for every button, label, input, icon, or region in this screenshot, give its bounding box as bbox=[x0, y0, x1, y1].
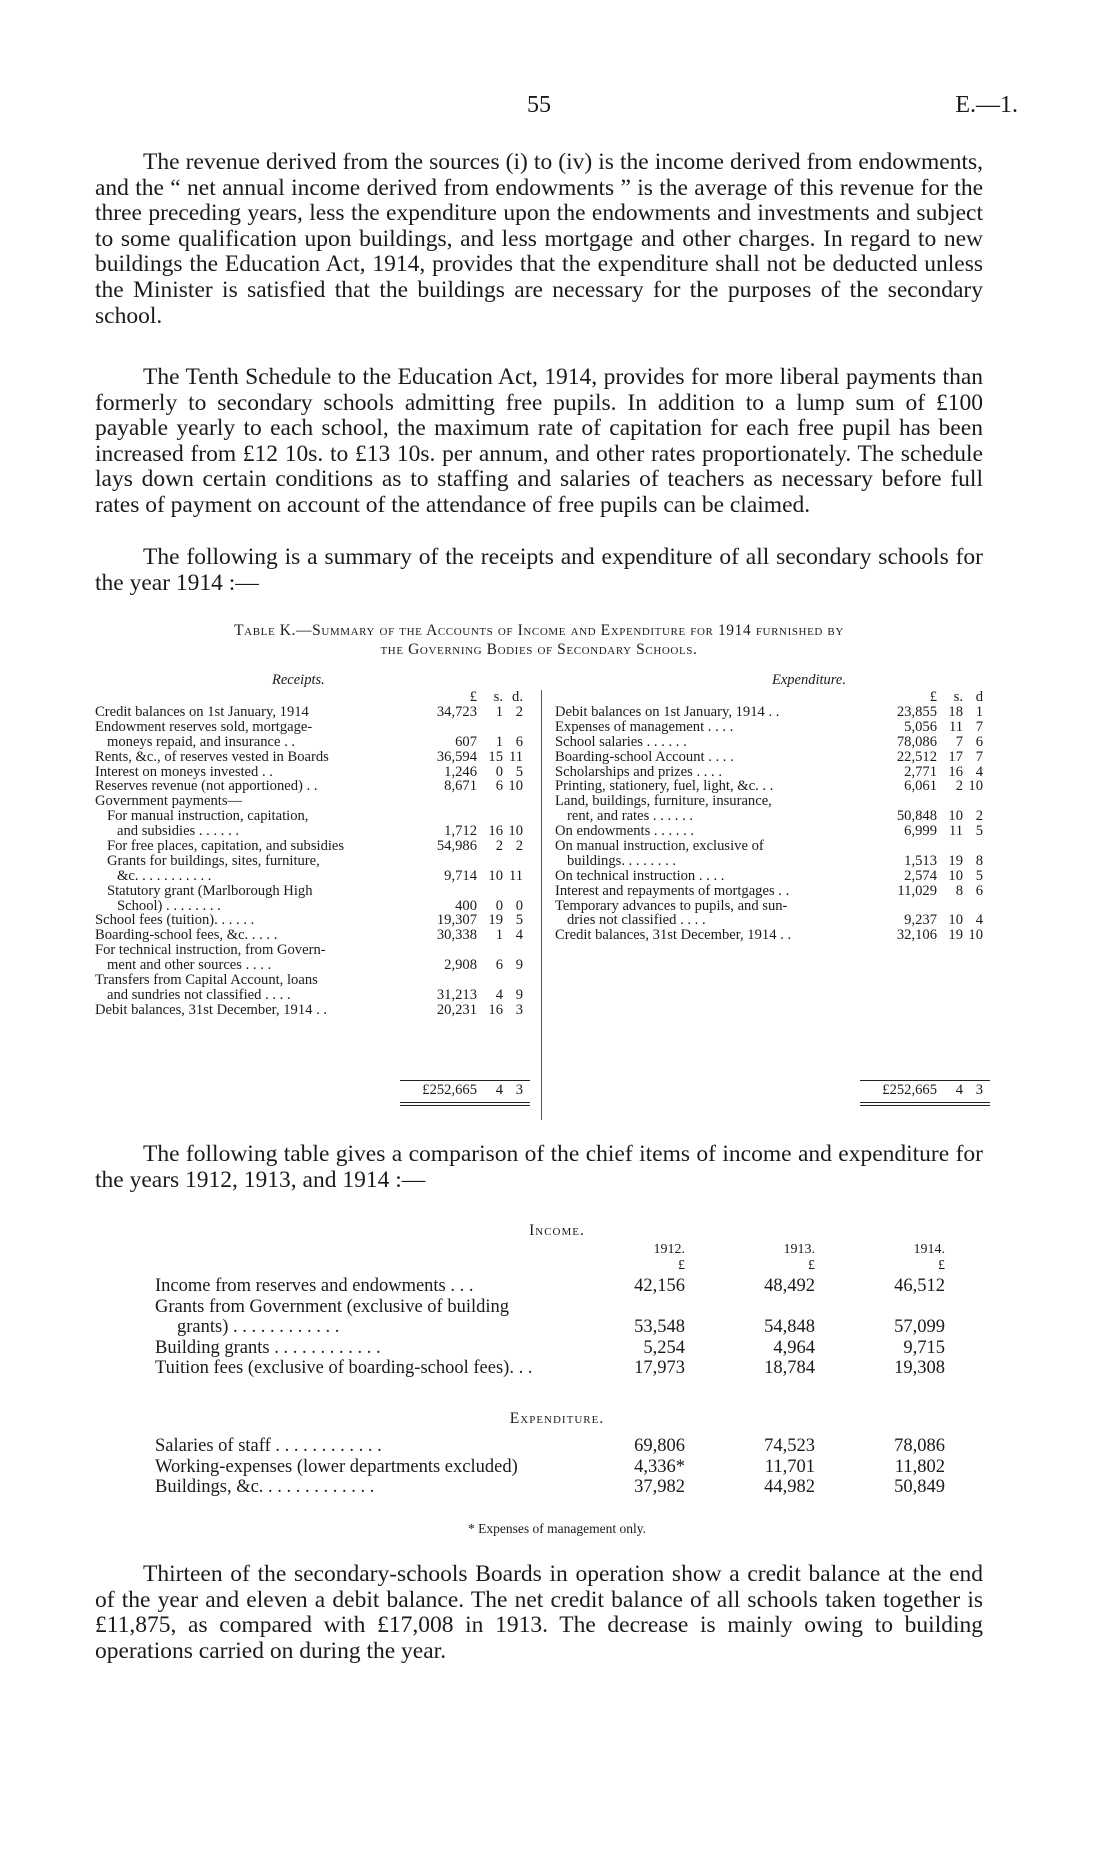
paragraph-comparison-intro: The following table gives a comparison of the chief items of income and expenditure for the years 1912, 1913, and 1914 :— bbox=[95, 1141, 983, 1193]
account-row bbox=[95, 973, 525, 988]
amount-shillings: 2 bbox=[495, 838, 503, 855]
account-row bbox=[95, 705, 525, 720]
account-label: Scholarships and prizes . . . . bbox=[555, 763, 722, 780]
account-label: Debit balances on 1st January, 1914 . . bbox=[555, 704, 780, 720]
income-comparison-table bbox=[155, 1276, 945, 1379]
account-row bbox=[95, 988, 525, 1003]
amount-pence: 5 bbox=[975, 823, 983, 840]
expenditure-total-rule bbox=[860, 1080, 990, 1081]
comparison-row bbox=[155, 1317, 945, 1338]
receipts-total-pence: 3 bbox=[515, 1082, 523, 1098]
account-row bbox=[95, 809, 525, 824]
account-label: rent, and rates . . . . . . bbox=[567, 808, 694, 825]
comparison-value: 53,548 bbox=[634, 1317, 685, 1337]
receipts-total bbox=[95, 1083, 525, 1098]
comparison-value: 44,982 bbox=[764, 1477, 815, 1497]
comparison-value: 18,784 bbox=[764, 1358, 815, 1378]
account-label: &c. . . . . . . . . . . bbox=[117, 867, 212, 884]
amount-shillings: 10 bbox=[948, 808, 963, 825]
table-k-caption-line-1: Table K.—Summary of the Accounts of Income and Expenditure for 1914 furnished by bbox=[234, 622, 844, 639]
amount-pence: 7 bbox=[975, 748, 983, 765]
income-heading: Income. bbox=[529, 1222, 585, 1239]
account-row bbox=[555, 928, 985, 943]
amount-shillings: 1 bbox=[495, 704, 503, 720]
amount-pence: 9 bbox=[515, 986, 523, 1003]
comparison-row bbox=[155, 1337, 945, 1359]
account-label: Land, buildings, furniture, insurance, bbox=[555, 793, 772, 810]
account-label: ment and other sources . . . . bbox=[107, 957, 272, 974]
comparison-value: 5,254 bbox=[643, 1337, 685, 1358]
amount-pence: 0 bbox=[515, 897, 523, 914]
paragraph-tenth-schedule: The Tenth Schedule to the Education Act, 1914, provides for more liberal payments than formerly to secondary schools admitting free pupils. In addition to a lump sum of £100 payable yearly to each school, the maximum rate of capitation for each free pupil has been increased from £12 10s. to £13 10s. per annum, and other rates proportionately. The schedule lays down certain conditions as to staffing and salaries of teachers as necessary before full rates of payment on account of the attendance of free pupils can be claimed. bbox=[95, 364, 983, 518]
amount-pence: 3 bbox=[515, 1001, 523, 1018]
amount-pounds: 5,056 bbox=[904, 718, 937, 735]
table-k-caption bbox=[95, 621, 983, 659]
amount-pounds: 31,213 bbox=[436, 986, 477, 1003]
amount-pounds: 1,513 bbox=[904, 852, 937, 869]
receipts-total-double-rule bbox=[400, 1102, 530, 1103]
account-label: For free places, capitation, and subsidies bbox=[107, 838, 345, 855]
shillings-header: s. bbox=[493, 689, 503, 705]
comparison-value: 57,099 bbox=[894, 1317, 945, 1337]
amount-shillings: 19 bbox=[948, 852, 963, 869]
pounds-header: £ bbox=[469, 689, 477, 705]
amount-pounds: 20,231 bbox=[436, 1001, 477, 1018]
account-row bbox=[555, 839, 985, 854]
receipts-money-header bbox=[95, 690, 525, 705]
account-row bbox=[95, 750, 525, 765]
comparison-value: 78,086 bbox=[894, 1436, 945, 1456]
amount-shillings: 6 bbox=[495, 778, 503, 795]
account-row bbox=[555, 899, 985, 914]
amount-pounds: 32,106 bbox=[896, 927, 937, 944]
amount-shillings: 2 bbox=[955, 778, 963, 795]
amount-shillings: 18 bbox=[948, 704, 963, 720]
comparison-label: Working-expenses (lower departments excluded) bbox=[155, 1456, 518, 1477]
amount-shillings: 10 bbox=[948, 867, 963, 884]
amount-shillings: 6 bbox=[495, 957, 503, 974]
comparison-value: 46,512 bbox=[894, 1276, 945, 1296]
account-row bbox=[555, 779, 985, 794]
account-label: Endowment reserves sold, mortgage- bbox=[95, 718, 313, 735]
account-label: Government payments— bbox=[95, 793, 243, 810]
receipts-total-double-rule bbox=[400, 1105, 530, 1106]
amount-pence: 5 bbox=[515, 763, 523, 780]
expenditure-money-header bbox=[555, 690, 985, 705]
amount-pounds: 2,574 bbox=[904, 867, 937, 884]
amount-pounds: 1,712 bbox=[444, 823, 477, 840]
account-label: On manual instruction, exclusive of bbox=[555, 838, 764, 855]
amount-shillings: 0 bbox=[495, 897, 503, 914]
account-label: School fees (tuition). . . . . . bbox=[95, 912, 255, 929]
amount-pounds: 19,307 bbox=[436, 912, 477, 929]
account-label: On endowments . . . . . . bbox=[555, 823, 695, 840]
account-row bbox=[555, 735, 985, 750]
account-label: Transfers from Capital Account, loans bbox=[95, 972, 318, 989]
amount-shillings: 10 bbox=[488, 867, 503, 884]
amount-pence: 1 bbox=[975, 704, 983, 720]
account-row bbox=[95, 913, 525, 928]
account-row bbox=[95, 899, 525, 914]
amount-pence: 11 bbox=[508, 748, 523, 765]
year-header-1913: 1913. bbox=[783, 1242, 815, 1257]
amount-pence: 4 bbox=[975, 912, 983, 929]
account-row bbox=[95, 779, 525, 794]
comparison-row bbox=[155, 1358, 945, 1379]
account-label: Rents, &c., of reserves vested in Boards bbox=[95, 748, 329, 765]
account-label: Debit balances, 31st December, 1914 . . bbox=[95, 1001, 328, 1018]
account-label: Grants for buildings, sites, furniture, bbox=[107, 852, 320, 869]
account-label: On technical instruction . . . . bbox=[555, 867, 725, 884]
comparison-value: 42,156 bbox=[634, 1276, 685, 1296]
comparison-value: 4,964 bbox=[773, 1337, 815, 1358]
receipts-table bbox=[95, 705, 525, 1018]
amount-pence: 10 bbox=[968, 927, 983, 944]
amount-pounds: 23,855 bbox=[896, 704, 937, 720]
amount-pence: 6 bbox=[975, 882, 983, 899]
comparison-value: 54,848 bbox=[764, 1317, 815, 1337]
document-code: E.—1. bbox=[955, 92, 1018, 118]
amount-shillings: 17 bbox=[948, 748, 963, 765]
account-row bbox=[95, 958, 525, 973]
comparison-label: Tuition fees (exclusive of boarding-school fees). . . bbox=[155, 1358, 533, 1378]
page-number: 55 bbox=[527, 92, 551, 118]
paragraph-credit-balance: Thirteen of the secondary-schools Boards in operation show a credit balance at the end of the year and eleven a debit balance. The net credit balance of all schools taken together is £11,875, as compared with £17,008 in 1913. The decrease is mainly owing to building operations carried on during the year. bbox=[95, 1561, 983, 1664]
amount-shillings: 11 bbox=[948, 718, 963, 735]
table-k-caption-line-2: the Governing Bodies of Secondary Schools. bbox=[380, 641, 698, 658]
account-row bbox=[555, 854, 985, 869]
amount-pence: 2 bbox=[515, 704, 523, 720]
account-label: Interest and repayments of mortgages . . bbox=[555, 882, 790, 899]
comparison-label: Income from reserves and endowments . . . bbox=[155, 1276, 474, 1296]
amount-pounds: 50,848 bbox=[896, 808, 937, 825]
account-label: Boarding-school Account . . . . bbox=[555, 748, 734, 765]
amount-pounds: 9,714 bbox=[444, 867, 477, 884]
comparison-label: Building grants . . . . . . . . . . . . bbox=[155, 1337, 381, 1358]
pence-header: d. bbox=[512, 689, 523, 705]
amount-shillings: 1 bbox=[495, 733, 503, 750]
account-row bbox=[95, 720, 525, 735]
account-label: Expenses of management . . . . bbox=[555, 718, 734, 735]
account-row bbox=[95, 854, 525, 869]
amount-shillings: 7 bbox=[955, 733, 963, 750]
account-label: Boarding-school fees, &c. . . . . bbox=[95, 927, 278, 944]
receipts-total-rule bbox=[400, 1080, 530, 1081]
account-row bbox=[555, 750, 985, 765]
comparison-value: 4,336* bbox=[634, 1456, 685, 1477]
account-row bbox=[95, 1003, 525, 1018]
amount-shillings: 11 bbox=[948, 823, 963, 840]
account-label: dries not classified . . . . bbox=[567, 912, 706, 929]
comparison-label: Buildings, &c. . . . . . . . . . . . . bbox=[155, 1477, 375, 1497]
amount-shillings: 15 bbox=[488, 748, 503, 765]
account-row bbox=[95, 943, 525, 958]
expenditure-heading: Expenditure. bbox=[509, 1410, 605, 1427]
account-label: For technical instruction, from Govern- bbox=[95, 942, 326, 959]
amount-pence: 4 bbox=[515, 927, 523, 944]
amount-shillings: 16 bbox=[488, 1001, 503, 1018]
account-label: buildings. . . . . . . . bbox=[567, 852, 677, 869]
shillings-header: s. bbox=[953, 689, 963, 705]
comparison-row bbox=[155, 1477, 945, 1498]
comparison-value: 19,308 bbox=[894, 1358, 945, 1378]
comparison-label: Grants from Government (exclusive of building bbox=[155, 1296, 509, 1317]
comparison-value: 17,973 bbox=[634, 1358, 685, 1378]
expenditure-comparison-table bbox=[155, 1436, 945, 1498]
account-row bbox=[555, 720, 985, 735]
amount-pounds: 11,029 bbox=[897, 882, 937, 899]
comparison-value: 9,715 bbox=[903, 1337, 945, 1358]
account-row bbox=[555, 913, 985, 928]
expenditure-total-double-rule bbox=[860, 1105, 990, 1106]
amount-pounds: 2,908 bbox=[444, 957, 477, 974]
expenditure-total-pounds: £252,665 bbox=[882, 1082, 937, 1098]
amount-pounds: 34,723 bbox=[436, 704, 477, 720]
amount-pence: 11 bbox=[508, 867, 523, 884]
comparison-label: grants) . . . . . . . . . . . . bbox=[177, 1317, 340, 1337]
expenditure-total-pence: 3 bbox=[975, 1082, 983, 1098]
amount-pence: 2 bbox=[515, 838, 523, 855]
account-row bbox=[95, 884, 525, 899]
amount-pence: 10 bbox=[508, 778, 523, 795]
account-label: For manual instruction, capitation, bbox=[107, 808, 309, 825]
amount-pounds: 400 bbox=[455, 897, 477, 914]
comparison-value: 11,701 bbox=[764, 1456, 815, 1477]
account-row bbox=[555, 809, 985, 824]
account-row bbox=[555, 824, 985, 839]
amount-pounds: 54,986 bbox=[436, 838, 477, 855]
currency-header: £ bbox=[678, 1258, 685, 1273]
comparison-value: 74,523 bbox=[764, 1436, 815, 1456]
account-row bbox=[95, 928, 525, 943]
account-label: and sundries not classified . . . . bbox=[107, 986, 291, 1003]
amount-pence: 6 bbox=[515, 733, 523, 750]
amount-pence: 9 bbox=[515, 957, 523, 974]
amount-pence: 10 bbox=[968, 778, 983, 795]
amount-shillings: 1 bbox=[495, 927, 503, 944]
amount-pounds: 30,338 bbox=[436, 927, 477, 944]
comparison-row bbox=[155, 1456, 945, 1478]
amount-pounds: 607 bbox=[455, 733, 477, 750]
amount-pounds: 2,771 bbox=[904, 763, 937, 780]
account-label: School salaries . . . . . . bbox=[555, 733, 687, 750]
amount-shillings: 0 bbox=[495, 763, 503, 780]
amount-pounds: 78,086 bbox=[896, 733, 937, 750]
comparison-row bbox=[155, 1436, 945, 1457]
account-row bbox=[95, 765, 525, 780]
amount-shillings: 16 bbox=[948, 763, 963, 780]
amount-shillings: 19 bbox=[488, 912, 503, 929]
account-row bbox=[555, 794, 985, 809]
account-row bbox=[555, 765, 985, 780]
expenditure-title: Expenditure. bbox=[772, 672, 846, 688]
account-label: Temporary advances to pupils, and sun- bbox=[555, 897, 788, 914]
comparison-value: 11,802 bbox=[894, 1456, 945, 1477]
comparison-label: Salaries of staff . . . . . . . . . . . . bbox=[155, 1436, 382, 1456]
account-label: Printing, stationery, fuel, light, &c. . . bbox=[555, 778, 774, 795]
paragraph-summary-intro: The following is a summary of the receipts and expenditure of all secondary schools for the year 1914 :— bbox=[95, 544, 983, 596]
amount-pounds: 1,246 bbox=[444, 763, 477, 780]
paragraph-endowment-income: The revenue derived from the sources (i) to (iv) is the income derived from endowments, and the “ net annual income derived from endowments ” is the average of this revenue for the three preceding years, less the expenditure upon the endowments and investments and subject to some qualification upon buildings, and less mortgage and other charges. In regard to new buildings the Education Act, 1914, provides that the expenditure shall not be deducted unless the Minister is satisfied that the buildings are necessary for the purposes of the secondary school. bbox=[95, 149, 983, 329]
account-label: moneys repaid, and insurance . . bbox=[107, 733, 296, 750]
amount-pence: 4 bbox=[975, 763, 983, 780]
account-row bbox=[95, 869, 525, 884]
amount-pence: 5 bbox=[515, 912, 523, 929]
amount-pence: 5 bbox=[975, 867, 983, 884]
amount-pounds: 8,671 bbox=[444, 778, 477, 795]
expenditure-total bbox=[555, 1083, 985, 1098]
amount-pounds: 36,594 bbox=[436, 748, 477, 765]
amount-shillings: 10 bbox=[948, 912, 963, 929]
comparison-value: 48,492 bbox=[764, 1276, 815, 1296]
receipts-total-pounds: £252,665 bbox=[422, 1082, 477, 1098]
currency-header: £ bbox=[938, 1258, 945, 1273]
pounds-header: £ bbox=[929, 689, 937, 705]
account-row bbox=[555, 705, 985, 720]
expenditure-total-double-rule bbox=[860, 1102, 990, 1103]
account-label: and subsidies . . . . . . bbox=[117, 823, 240, 840]
footnote: * Expenses of management only. bbox=[468, 1521, 646, 1536]
year-header-1912: 1912. bbox=[653, 1242, 685, 1257]
year-header-1914: 1914. bbox=[913, 1242, 945, 1257]
comparison-row bbox=[155, 1276, 945, 1297]
amount-pounds: 9,237 bbox=[904, 912, 937, 929]
receipts-title: Receipts. bbox=[272, 672, 325, 688]
amount-pence: 2 bbox=[975, 808, 983, 825]
comparison-value: 50,849 bbox=[894, 1477, 945, 1497]
amount-pence: 7 bbox=[975, 718, 983, 735]
receipts-total-shillings: 4 bbox=[495, 1082, 503, 1098]
account-label: Credit balances on 1st January, 1914 bbox=[95, 704, 309, 720]
account-label: School) . . . . . . . . bbox=[117, 897, 221, 914]
amount-shillings: 19 bbox=[948, 927, 963, 944]
account-row bbox=[95, 839, 525, 854]
account-row bbox=[555, 884, 985, 899]
pence-header: d bbox=[975, 689, 983, 705]
amount-pence: 8 bbox=[975, 852, 983, 869]
amount-shillings: 4 bbox=[495, 986, 503, 1003]
amount-shillings: 8 bbox=[955, 882, 963, 899]
comparison-value: 69,806 bbox=[634, 1436, 685, 1456]
account-row bbox=[95, 794, 525, 809]
expenditure-table bbox=[555, 705, 985, 943]
amount-pence: 10 bbox=[508, 823, 523, 840]
account-label: Credit balances, 31st December, 1914 . . bbox=[555, 927, 792, 944]
account-label: Statutory grant (Marlborough High bbox=[107, 882, 313, 899]
account-row bbox=[95, 824, 525, 839]
expenditure-total-shillings: 4 bbox=[955, 1082, 963, 1098]
amount-pounds: 6,999 bbox=[904, 823, 937, 840]
account-label: Interest on moneys invested . . bbox=[95, 763, 273, 780]
account-row bbox=[95, 735, 525, 750]
amount-shillings: 16 bbox=[488, 823, 503, 840]
amount-pounds: 22,512 bbox=[896, 748, 937, 765]
column-divider bbox=[541, 690, 542, 1120]
amount-pounds: 6,061 bbox=[904, 778, 937, 795]
amount-pence: 6 bbox=[975, 733, 983, 750]
comparison-row bbox=[155, 1297, 935, 1318]
currency-header: £ bbox=[808, 1258, 815, 1273]
account-label: Reserves revenue (not apportioned) . . bbox=[95, 778, 318, 795]
comparison-value: 37,982 bbox=[634, 1477, 685, 1497]
account-row bbox=[555, 869, 985, 884]
